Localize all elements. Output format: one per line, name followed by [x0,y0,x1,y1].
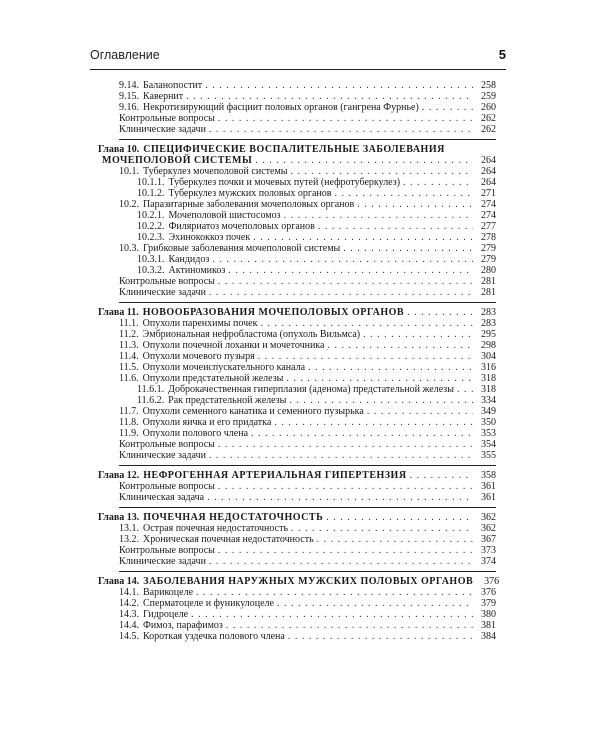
toc-entry-page: 278 [481,232,496,243]
leader-dots [207,492,473,503]
toc-entry-title: Клинические задачи [119,450,206,461]
toc-entry-page: 316 [481,362,496,373]
toc-entry[interactable] [119,318,496,329]
toc-entry-title: Гидроцеле [143,609,189,620]
leader-dots [218,276,473,287]
leader-dots [343,243,473,254]
toc-entry-number: 10.2. [119,199,139,210]
toc-entry-title: Опухоли почечной лоханки и мочеточника [142,340,325,351]
leader-dots [255,155,473,166]
toc-entry-title: Кандидоз [168,254,210,265]
toc-entry-title: Доброкачественная гиперплазия (аденома) предстательной железы [168,384,454,395]
leader-dots [288,631,473,642]
leader-dots [291,523,473,534]
leader-dots [205,80,473,91]
toc-entry-number: 10.1.1. [137,177,165,188]
chapter-heading[interactable] [98,139,496,166]
toc-entry[interactable] [119,340,496,351]
toc-entry-number: 9.14. [119,80,139,91]
toc-entry[interactable] [119,113,496,124]
toc-entry-page: 354 [481,439,496,450]
toc-entry-number: 10.1. [119,166,139,177]
toc-entry-page: 258 [481,80,496,91]
toc-entry-page: 361 [481,481,496,492]
chapter-heading[interactable] [98,465,496,481]
leader-dots [308,362,473,373]
leader-dots [226,620,473,631]
toc-entry-title: Эхинококкоз почек [168,232,251,243]
toc-entry-title: Опухоли мочевого пузыря [142,351,255,362]
running-header-title: Оглавление [90,48,160,62]
toc-entry[interactable] [119,166,496,177]
toc-entry-title: Паразитарные заболевания мочеполовых органов [143,199,355,210]
toc-entry-title: Опухоли полового члена [142,428,249,439]
leader-dots [209,556,473,567]
leader-dots [277,598,473,609]
toc-entry[interactable] [119,439,496,450]
toc-entry-number: 14.5. [119,631,139,642]
leader-dots [218,113,473,124]
toc-entry-title: Короткая уздечка полового члена [143,631,285,642]
toc-entry-number: 10.2.3. [137,232,165,243]
toc-entry-page: 318 [481,384,496,395]
toc-entry-page: 279 [481,254,496,265]
toc-entry-title: Туберкулез мочеполовой системы [143,166,288,177]
leader-dots [367,406,473,417]
toc-entry-title: Филяриатоз мочеполовых органов [168,221,315,232]
toc-entry-title: Опухоли семенного канатика и семенного пузырька [142,406,364,417]
toc-entry-title: Контрольные вопросы [119,276,215,287]
toc-entry[interactable] [119,534,496,545]
chapter-heading-line [98,307,496,318]
leader-dots [218,481,473,492]
chapter-title: ЗАБОЛЕВАНИЯ НАРУЖНЫХ МУЖСКИХ ПОЛОВЫХ ОРГАНОВ [143,576,474,587]
toc-entry-title: Туберкулез почки и мочевых путей (нефротуберкулез) [168,177,401,188]
toc-entry-page: 304 [481,351,496,362]
toc-entry-title: Опухоли паренхимы почек [142,318,258,329]
chapter-page: 264 [481,155,496,166]
toc-entry-title: Клиническая задача [119,492,205,503]
toc-entry-page: 281 [481,287,496,298]
toc-entry-title: Опухоли мочеиспускательного канала [142,362,306,373]
toc-entry-number: 14.2. [119,598,139,609]
toc-entry-title: Клинические задачи [119,556,206,567]
leader-dots [326,512,473,523]
leader-dots [186,91,473,102]
toc-entry-page: 381 [481,620,496,631]
toc-entry-number: 10.3. [119,243,139,254]
toc-entry-title: Актиномикоз [168,265,226,276]
leader-dots [317,534,473,545]
toc-entry-page: 262 [481,124,496,135]
toc-entry-title: Фимоз, парафимоз [143,620,223,631]
leader-dots [253,232,473,243]
toc-entry[interactable] [119,620,496,631]
toc-entry[interactable] [119,276,496,287]
toc-entry-title: Опухоли яичка и его придатка [142,417,272,428]
toc-entry-number: 10.3.1. [137,254,165,265]
toc-entry-page: 281 [481,276,496,287]
toc-entry[interactable] [119,492,496,503]
leader-dots [284,210,473,221]
leader-dots [318,221,473,232]
toc-entry-page: 376 [481,587,496,598]
toc-entry-page: 353 [481,428,496,439]
toc-entry-page: 271 [481,188,496,199]
chapter-label: Глава 11. [98,307,139,318]
chapter-heading-line [98,512,496,523]
toc-entry-number: 11.6. [119,373,139,384]
toc-entry[interactable] [119,587,496,598]
toc-entry-number: 11.5. [119,362,139,373]
chapter-heading-line [98,576,500,587]
toc-entry[interactable] [119,598,496,609]
toc-entry[interactable] [119,523,496,534]
toc-entry-page: 259 [481,91,496,102]
table-of-contents [98,80,500,642]
leader-dots [327,340,473,351]
toc-entry[interactable] [137,384,496,395]
toc-entry-title: Хроническая почечная недостаточность [143,534,314,545]
toc-entry[interactable] [137,232,496,243]
toc-entry-number: 14.4. [119,620,139,631]
leader-dots [258,351,473,362]
toc-entry-page: 361 [481,492,496,503]
toc-entry-title: Клинические задачи [119,124,206,135]
toc-entry-page: 362 [481,523,496,534]
toc-entry-number: 11.9. [119,428,139,439]
leader-dots [289,395,473,406]
toc-entry-title: Эмбриональная нефробластома (опухоль Вильмса) [142,329,361,340]
toc-entry-page: 380 [481,609,496,620]
leader-dots [357,199,473,210]
leader-dots [410,470,473,481]
toc-entry-number: 10.3.2. [137,265,165,276]
chapter-title-continued: МОЧЕПОЛОВОЙ СИСТЕМЫ [102,155,253,166]
toc-entry[interactable] [119,373,496,384]
toc-entry[interactable] [119,631,496,642]
chapter-title: НОВООБРАЗОВАНИЯ МОЧЕПОЛОВЫХ ОРГАНОВ [142,307,405,318]
leader-dots [291,166,474,177]
toc-entry[interactable] [119,80,496,91]
chapter-title: НЕФРОГЕННАЯ АРТЕРИАЛЬНАЯ ГИПЕРТЕНЗИЯ [143,470,407,481]
toc-entry-page: 334 [481,395,496,406]
toc-entry-title: Грибковые заболевания мочеполовой системы [143,243,341,254]
toc-entry-page: 318 [481,373,496,384]
toc-entry-title: Клинические задачи [119,287,206,298]
toc-entry-title: Туберкулез мужских половых органов [168,188,332,199]
toc-entry-title: Контрольные вопросы [119,545,215,556]
chapter-label: Глава 13. [98,512,140,523]
chapter-label: Глава 14. [98,576,140,587]
leader-dots [209,287,473,298]
toc-entry[interactable] [119,481,496,492]
toc-entry-title: Некротизирующий фасциит половых органов (гангрена Фурнье) [143,102,419,113]
toc-entry-number: 11.7. [119,406,139,417]
toc-entry-page: 374 [481,556,496,567]
toc-entry[interactable] [119,406,496,417]
toc-entry-title: Сперматоцеле и фуникулоцеле [143,598,274,609]
leader-dots [191,609,473,620]
leader-dots [209,124,473,135]
toc-entry-title: Мочеполовой шистосомоз [168,210,281,221]
toc-entry[interactable] [137,177,496,188]
leader-dots [335,188,474,199]
chapter-page: 283 [481,307,496,318]
leader-dots [260,318,473,329]
toc-entry[interactable] [119,545,496,556]
leader-dots [403,177,473,188]
toc-entry-page: 274 [481,210,496,221]
toc-entry-title: Контрольные вопросы [119,439,215,450]
toc-entry-page: 277 [481,221,496,232]
toc-entry-number: 11.2. [119,329,139,340]
toc-entry-number: 10.1.2. [137,188,165,199]
toc-entry-title: Баланопостит [143,80,203,91]
toc-entry[interactable] [119,351,496,362]
chapter-heading[interactable] [98,507,496,523]
chapter-page: 376 [484,576,500,587]
toc-entry-number: 9.15. [119,91,139,102]
toc-entry-number: 10.2.2. [137,221,165,232]
toc-entry-number: 13.1. [119,523,139,534]
toc-entry-page: 260 [481,102,496,113]
toc-entry[interactable] [119,124,496,135]
toc-entry[interactable] [119,609,496,620]
leader-dots [422,102,473,113]
toc-entry-number: 11.1. [119,318,139,329]
leader-dots [286,373,473,384]
toc-entry-number: 11.8. [119,417,139,428]
chapter-label: Глава 10. [98,144,140,155]
leader-dots [209,450,473,461]
toc-entry-page: 262 [481,113,496,124]
page-number: 5 [498,47,506,62]
chapter-heading-line [98,155,496,166]
leader-dots [228,265,473,276]
toc-entry[interactable] [137,210,496,221]
toc-entry-title: Острая почечная недостаточность [143,523,289,534]
leader-dots [212,254,473,265]
toc-entry-number: 11.6.1. [137,384,165,395]
chapter-label: Глава 12. [98,470,140,481]
chapter-page: 362 [481,512,496,523]
toc-entry[interactable] [137,254,496,265]
toc-entry-title: Варикоцеле [143,587,194,598]
toc-entry[interactable] [119,450,496,461]
chapter-title: СПЕЦИФИЧЕСКИЕ ВОСПАЛИТЕЛЬНЫЕ ЗАБОЛЕВАНИЯ [143,144,445,155]
toc-entry-title: Контрольные вопросы [119,481,215,492]
toc-entry[interactable] [137,188,496,199]
leader-dots [457,384,473,395]
toc-entry-page: 279 [481,243,496,254]
leader-dots [363,329,473,340]
toc-entry-page: 349 [481,406,496,417]
toc-entry[interactable] [119,102,496,113]
toc-entry-page: 384 [481,631,496,642]
toc-entry-number: 13.2. [119,534,139,545]
toc-entry-title: Кавернит [143,91,184,102]
toc-entry-number: 11.3. [119,340,139,351]
leader-dots [274,417,473,428]
leader-dots [251,428,473,439]
toc-entry-number: 9.16. [119,102,139,113]
toc-entry-page: 264 [481,166,496,177]
toc-entry[interactable] [119,199,496,210]
leader-dots [218,439,473,450]
toc-entry-title: Рак предстательной железы [168,395,287,406]
chapter-heading[interactable] [98,302,496,318]
chapter-title: ПОЧЕЧНАЯ НЕДОСТАТОЧНОСТЬ [143,512,324,523]
toc-entry-title: Опухоли предстательной железы [142,373,284,384]
toc-entry-page: 298 [481,340,496,351]
running-header [90,45,506,70]
toc-entry-page: 283 [481,318,496,329]
toc-entry[interactable] [119,556,496,567]
toc-entry[interactable] [119,329,496,340]
toc-entry[interactable] [137,221,496,232]
toc-entry-page: 355 [481,450,496,461]
toc-entry-number: 11.6.2. [137,395,165,406]
toc-entry-page: 379 [481,598,496,609]
toc-entry[interactable] [119,91,496,102]
chapter-heading-line [98,144,496,155]
toc-entry[interactable] [119,362,496,373]
toc-entry-page: 367 [481,534,496,545]
leader-dots [196,587,473,598]
toc-entry[interactable] [137,395,496,406]
toc-entry[interactable] [119,243,496,254]
toc-entry-page: 373 [481,545,496,556]
toc-entry-page: 280 [481,265,496,276]
leader-dots [407,307,473,318]
toc-entry-number: 10.2.1. [137,210,165,221]
toc-entry[interactable] [119,287,496,298]
toc-entry-title: Контрольные вопросы [119,113,215,124]
chapter-page: 358 [481,470,496,481]
toc-entry[interactable] [137,265,496,276]
toc-entry-page: 350 [481,417,496,428]
toc-entry-number: 14.3. [119,609,139,620]
chapter-heading[interactable] [98,571,500,587]
chapter-heading-line [98,470,496,481]
toc-entry[interactable] [119,417,496,428]
toc-entry-number: 14.1. [119,587,139,598]
toc-entry-page: 295 [481,329,496,340]
toc-entry-number: 11.4. [119,351,139,362]
toc-entry[interactable] [119,428,496,439]
leader-dots [218,545,473,556]
toc-entry-page: 264 [481,177,496,188]
toc-entry-page: 274 [481,199,496,210]
